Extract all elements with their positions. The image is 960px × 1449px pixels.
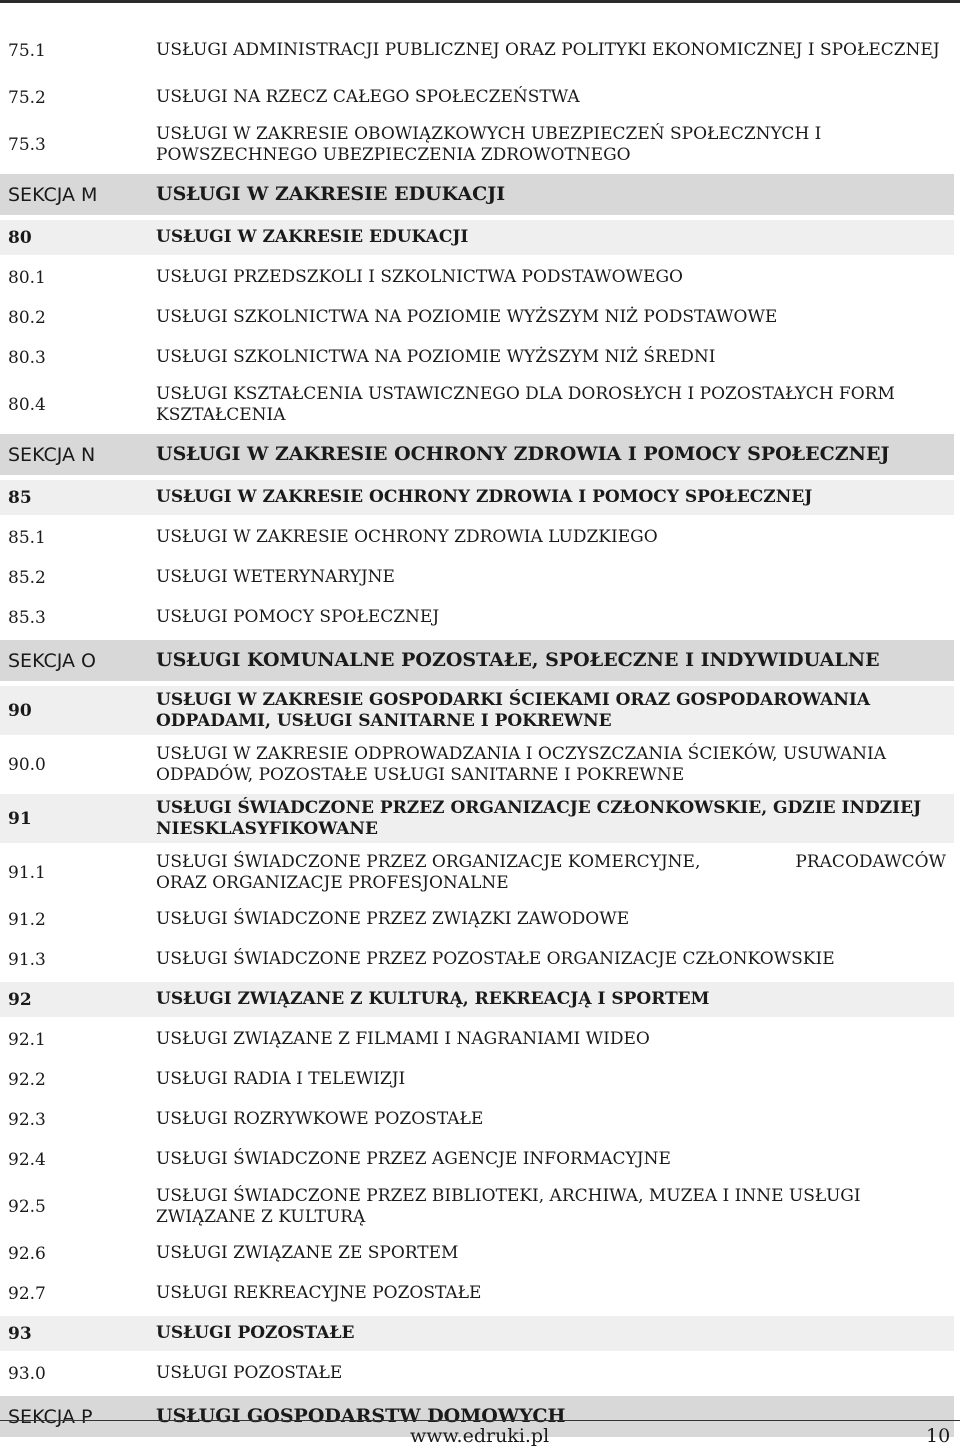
row-code: 90 bbox=[8, 700, 32, 721]
row-description: USŁUGI SZKOLNICTWA NA POZIOMIE WYŻSZYM NIŻ PODSTAWOWE bbox=[156, 307, 778, 327]
row-code: 85.2 bbox=[8, 567, 46, 588]
table-row bbox=[0, 80, 954, 115]
row-description: USŁUGI W ZAKRESIE EDUKACJI bbox=[156, 227, 469, 247]
row-description: USŁUGI SZKOLNICTWA NA POZIOMIE WYŻSZYM NIŻ ŚREDNI bbox=[156, 347, 716, 367]
row-code: 92.6 bbox=[8, 1243, 46, 1264]
row-description: USŁUGI W ZAKRESIE OCHRONY ZDROWIA I POMOCY SPOŁECZNEJ bbox=[156, 443, 890, 465]
group-row bbox=[0, 982, 954, 1017]
row-code: 92.4 bbox=[8, 1149, 46, 1170]
table-row bbox=[0, 1102, 954, 1137]
row-description: USŁUGI KSZTAŁCENIA USTAWICZNEGO DLA DOROSŁYCH I POZOSTAŁYCH FORM KSZTAŁCENIA bbox=[156, 383, 895, 425]
row-description: USŁUGI ŚWIADCZONE PRZEZ AGENCJE INFORMACYJNE bbox=[156, 1149, 671, 1169]
row-description: USŁUGI WETERYNARYJNE bbox=[156, 567, 395, 587]
section-row bbox=[0, 640, 954, 681]
row-description: USŁUGI ZWIĄZANE ZE SPORTEM bbox=[156, 1243, 459, 1263]
row-code: 80.2 bbox=[8, 307, 46, 328]
row-code: SEKCJA O bbox=[8, 649, 97, 672]
row-description: USŁUGI ZWIĄZANE Z FILMAMI I NAGRANIAMI WIDEO bbox=[156, 1029, 650, 1049]
row-code: 80.1 bbox=[8, 267, 46, 288]
row-code: SEKCJA N bbox=[8, 443, 96, 466]
page-footer bbox=[0, 1420, 960, 1449]
group-row bbox=[0, 1316, 954, 1351]
row-code: 92.2 bbox=[8, 1069, 46, 1090]
row-description-part: USŁUGI ŚWIADCZONE PRZEZ ORGANIZACJE KOMERCYJNE, bbox=[156, 851, 701, 872]
row-description: USŁUGI REKREACYJNE POZOSTAŁE bbox=[156, 1283, 482, 1303]
row-description: USŁUGI GOSPODARSTW DOMOWYCH bbox=[156, 1405, 566, 1427]
table-row bbox=[0, 600, 954, 635]
table-row bbox=[0, 1356, 954, 1391]
row-code: 80 bbox=[8, 227, 32, 248]
row-description: USŁUGI ŚWIADCZONE PRZEZ ORGANIZACJE CZŁONKOWSKIE, GDZIE INDZIEJ NIESKLASYFIKOWANE bbox=[156, 797, 922, 839]
table-row bbox=[0, 1182, 954, 1231]
row-description: USŁUGI NA RZECZ CAŁEGO SPOŁECZEŃSTWA bbox=[156, 87, 580, 107]
section-row bbox=[0, 174, 954, 215]
row-description: USŁUGI W ZAKRESIE GOSPODARKI ŚCIEKAMI ORAZ GOSPODAROWANIA ODPADAMI, USŁUGI SANITARNE I POKREWNE bbox=[156, 689, 871, 731]
row-description: USŁUGI ŚWIADCZONE PRZEZ POZOSTAŁE ORGANIZACJE CZŁONKOWSKIE bbox=[156, 949, 835, 969]
row-description: USŁUGI POZOSTAŁE bbox=[156, 1323, 355, 1343]
row-code: 91.3 bbox=[8, 949, 46, 970]
row-description-part: PRACODAWCÓW bbox=[795, 851, 946, 872]
row-description: USŁUGI ZWIĄZANE Z KULTURĄ, REKREACJĄ I SPORTEM bbox=[156, 989, 710, 1009]
table-row bbox=[0, 26, 954, 75]
table-row bbox=[0, 1022, 954, 1057]
footer-url[interactable]: www.edruki.pl bbox=[410, 1425, 550, 1447]
table-row bbox=[0, 942, 954, 977]
group-row bbox=[0, 686, 954, 735]
row-code: 85.3 bbox=[8, 607, 46, 628]
row-description: USŁUGI W ZAKRESIE EDUKACJI bbox=[156, 183, 506, 205]
row-code: 85 bbox=[8, 487, 32, 508]
row-code: 75.3 bbox=[8, 134, 46, 155]
table-row bbox=[0, 380, 954, 429]
row-description: USŁUGI ADMINISTRACJI PUBLICZNEJ ORAZ POLITYKI EKONOMICZNEJ I SPOŁECZNEJ bbox=[156, 40, 940, 60]
group-row bbox=[0, 794, 954, 843]
row-code: SEKCJA P bbox=[8, 1405, 93, 1428]
table-row bbox=[0, 902, 954, 937]
row-code: 91.1 bbox=[8, 862, 46, 883]
row-description: USŁUGI W ZAKRESIE OCHRONY ZDROWIA LUDZKIEGO bbox=[156, 527, 658, 547]
table-row bbox=[0, 1276, 954, 1311]
row-code: 85.1 bbox=[8, 527, 46, 548]
row-code: 90.0 bbox=[8, 754, 46, 775]
row-code: SEKCJA M bbox=[8, 183, 98, 206]
row-description: USŁUGI POZOSTAŁE bbox=[156, 1363, 343, 1383]
row-description: USŁUGI ROZRYWKOWE POZOSTAŁE bbox=[156, 1109, 484, 1129]
row-description: USŁUGI KOMUNALNE POZOSTAŁE, SPOŁECZNE I INDYWIDUALNE bbox=[156, 649, 880, 671]
table-row bbox=[0, 340, 954, 375]
row-description: USŁUGI W ZAKRESIE OCHRONY ZDROWIA I POMOCY SPOŁECZNEJ bbox=[156, 487, 813, 507]
row-code: 80.4 bbox=[8, 394, 46, 415]
page-number: 10 bbox=[926, 1425, 951, 1447]
row-code: 93.0 bbox=[8, 1363, 46, 1384]
row-code: 92 bbox=[8, 989, 32, 1010]
row-code: 93 bbox=[8, 1323, 32, 1344]
row-description bbox=[156, 852, 954, 894]
group-row bbox=[0, 220, 954, 255]
row-description: USŁUGI ŚWIADCZONE PRZEZ ZWIĄZKI ZAWODOWE bbox=[156, 909, 630, 929]
row-description: USŁUGI W ZAKRESIE OBOWIĄZKOWYCH UBEZPIECZEŃ SPOŁECZNYCH I POWSZECHNEGO UBEZPIECZENIA ZDROWOTNEGO bbox=[156, 123, 822, 165]
group-row bbox=[0, 480, 954, 515]
table-row bbox=[0, 520, 954, 555]
row-code: 92.7 bbox=[8, 1283, 46, 1304]
row-code: 92.1 bbox=[8, 1029, 46, 1050]
table-row bbox=[0, 560, 954, 595]
row-code: 92.3 bbox=[8, 1109, 46, 1130]
table-row bbox=[0, 740, 954, 789]
row-description: USŁUGI PRZEDSZKOLI I SZKOLNICTWA PODSTAWOWEGO bbox=[156, 267, 683, 287]
table-row bbox=[0, 1236, 954, 1271]
section-row bbox=[0, 434, 954, 475]
table-row bbox=[0, 1062, 954, 1097]
table-row bbox=[0, 260, 954, 295]
row-code: 92.5 bbox=[8, 1196, 46, 1217]
row-description: USŁUGI ŚWIADCZONE PRZEZ BIBLIOTEKI, ARCHIWA, MUZEA I INNE USŁUGI ZWIĄZANE Z KULTURĄ bbox=[156, 1185, 861, 1227]
table-row bbox=[0, 120, 954, 169]
table-row bbox=[0, 300, 954, 335]
row-description-part: ORAZ ORGANIZACJE PROFESJONALNE bbox=[156, 872, 509, 893]
row-code: 75.2 bbox=[8, 87, 46, 108]
table-row bbox=[0, 848, 954, 897]
row-description: USŁUGI POMOCY SPOŁECZNEJ bbox=[156, 607, 440, 627]
row-description: USŁUGI W ZAKRESIE ODPROWADZANIA I OCZYSZCZANIA ŚCIEKÓW, USUWANIA ODPADÓW, POZOSTAŁE USŁUGI SANITARNE I POKREWNE bbox=[156, 743, 887, 785]
classification-table bbox=[0, 26, 954, 1442]
top-rule bbox=[0, 0, 960, 3]
row-code: 80.3 bbox=[8, 347, 46, 368]
row-description: USŁUGI RADIA I TELEWIZJI bbox=[156, 1069, 406, 1089]
row-code: 91 bbox=[8, 808, 32, 829]
row-code: 75.1 bbox=[8, 40, 46, 61]
table-row bbox=[0, 1142, 954, 1177]
row-code: 91.2 bbox=[8, 909, 46, 930]
